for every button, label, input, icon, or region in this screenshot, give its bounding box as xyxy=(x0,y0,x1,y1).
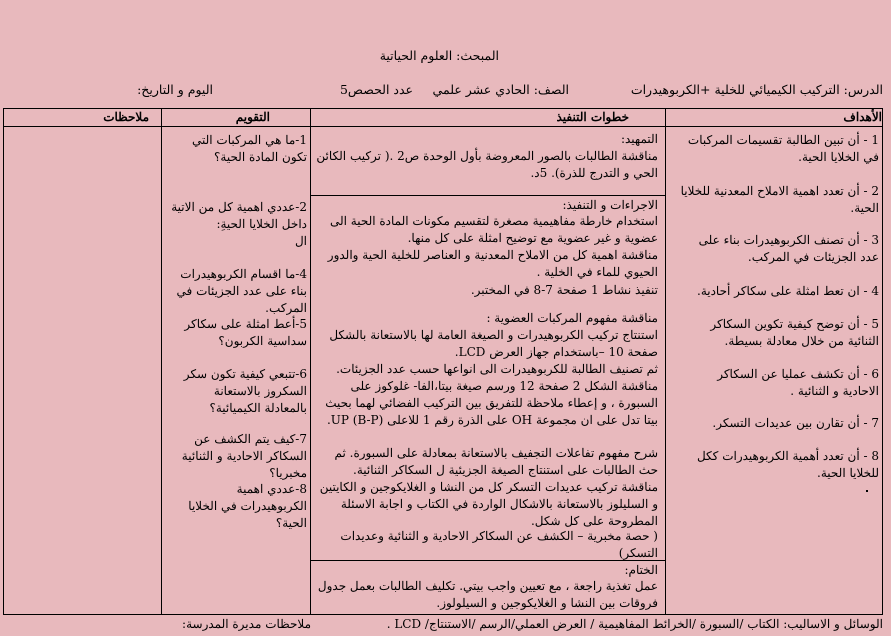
evaluation-question: 1-ما هي المركبات التي تكون المادة الحية؟ xyxy=(191,133,307,164)
lesson-title: الدرس: التركيب الكيميائي للخلية +الكربوهيدرات xyxy=(630,82,883,97)
procedure-paragraph: مناقشة الشكل 2 صفحة 12 ورسم صيغة بيتا،الفا- غلوكوز على السبورة ، و إعطاء ملاحظة للتفريق بين التركيب الفضائي لهما بحيث بيتا تدل على ان مجموعة OH على الذرة رقم 1 للاعلى UP (B-P). xyxy=(325,379,658,427)
intro-text: مناقشة الطالبات بالصور المعروضة بأول الوحدة ص2 .( تركيب الكائن الحي و التدرج للذرة). 5د. xyxy=(316,149,658,180)
procedure-paragraph: مناقشة مفهوم المركبات العضوية : xyxy=(486,311,658,325)
objective-item: 5 - أن توضح كيفية تكوين السكاكر الثنائية من خلال معادلة بسيطة. xyxy=(710,317,879,348)
procedure-paragraph: مناقشة تركيب عديدات التسكر كل من النشا و الغلايكوجين و الكايتين و السليلوز بالاستعانة بالاشكال الواردة في الكتاب و اجابة الاسئلة المطروحة على كل شكل. xyxy=(319,480,658,528)
objective-item: 4 - ان تعط امثلة على سكاكر أحادية. xyxy=(697,284,879,298)
table-border-top xyxy=(3,108,883,109)
header-steps: خطوات التنفيذ xyxy=(556,110,629,124)
table-header-divider xyxy=(3,126,883,127)
objective-item: 2 - أن تعدد اهمية الاملاح المعدنية للخلايا الحية. xyxy=(680,184,879,215)
column-divider-evaluation xyxy=(310,108,311,615)
subject-line: المبحث: العلوم الحياتية xyxy=(379,48,499,63)
closing-title: الختام: xyxy=(624,563,658,577)
column-divider-steps xyxy=(665,108,666,615)
stray-dot xyxy=(866,490,868,492)
procedures-title: الاجراءات و التنفيذ: xyxy=(562,198,658,212)
intro-title: التمهيد: xyxy=(620,132,658,146)
procedure-paragraph: استخدام خارطة مفاهيمية مصغرة لتقسيم مكونات المادة الحية الى عضوية و غير عضوية مع توضيح امثلة على كل منها. xyxy=(329,214,658,245)
periods-count: عدد الحصص5 xyxy=(339,82,413,97)
header-notes: ملاحظات xyxy=(103,110,149,124)
director-notes-label: ملاحظات مديرة المدرسة: xyxy=(182,617,311,631)
evaluation-question: ال xyxy=(294,234,307,248)
evaluation-question: 4-ما اقسام الكربوهيدرات بناء على عدد الجزيئات في المركب. xyxy=(176,267,307,315)
date-label: اليوم و التاريخ: xyxy=(137,82,213,97)
objective-item: 8 - أن تعدد أهمية الكربوهيدرات ككل للخلايا الحية. xyxy=(696,449,879,480)
column-divider-notes xyxy=(161,108,162,615)
table-border-right xyxy=(882,108,883,615)
table-border-left xyxy=(3,108,4,615)
objective-item: 3 - أن تصنف الكربوهيدرات بناء على عدد الجزيئات في المركب. xyxy=(698,233,879,264)
objective-item: 6 - أن تكشف عمليا عن السكاكر الاحادية و الثنائية . xyxy=(717,367,879,398)
objective-item: 1 - أن تبين الطالبة تقسيمات المركبات في الخلايا الحية. xyxy=(687,133,879,164)
evaluation-question: 8-عددي اهمية الكربوهيدرات في الخلايا الحية؟ xyxy=(188,482,307,530)
header-objectives: الأهداف xyxy=(843,110,882,124)
methods-line: الوسائل و الاساليب: الكتاب /السبورة /الخرائط المفاهيمية / العرض العملي/الرسم /الاستنتاج/ LCD . xyxy=(386,617,883,631)
procedure-paragraph: ( حصة مخبرية – الكشف عن السكاكر الاحادية و الثنائية وعديدات التسكر) xyxy=(340,529,658,560)
evaluation-question: 5-أعط امثلة على سكاكر سداسية الكربون؟ xyxy=(184,317,307,348)
objective-item: 7 - أن تقارن بين عديدات التسكر. xyxy=(712,416,879,430)
evaluation-question: 6-تتبعي كيفية تكون سكر السكروز بالاستعانة بالمعادلة الكيميائية؟ xyxy=(183,367,307,415)
evaluation-question: 2-عددي اهمية كل من الاتية داخل الخلايا الحيةِ: xyxy=(171,200,307,231)
procedure-paragraph: ثم تصنيف الطالبة للكربوهيدرات الى انواعها حسب عدد الجزيئات. xyxy=(336,362,658,376)
table-border-bottom xyxy=(3,614,883,615)
closing-text: عمل تغذية راجعة ، مع تعيين واجب بيتي. تكليف الطالبات بعمل جدول فروقات بين النشا و الغلايكوجين و السيلولوز. xyxy=(317,579,658,610)
header-evaluation: التقويم xyxy=(235,110,270,124)
grade-label: الصف: الحادي عشر علمي xyxy=(432,82,569,97)
procedure-paragraph: شرح مفهوم تفاعلات التجفيف بالاستعانة بمعادلة على السبورة. ثم حث الطالبات على استنتاج الصيغة الجزيئية ل السكاكر الثنائية. xyxy=(334,446,658,477)
procedure-paragraph: تنفيذ نشاط 1 صفحة 7-8 في المختبر. xyxy=(470,283,658,297)
steps-divider-intro xyxy=(310,195,665,196)
evaluation-question: 7-كيف يتم الكشف عن السكاكر الاحادية و الثنائية مخبريا؟ xyxy=(181,432,307,480)
procedure-paragraph: استنتاج تركيب الكربوهيدرات و الصيغة العامة لها بالاستعانة بالشكل صفحة 10 –باستخدام جهاز العرض LCD. xyxy=(329,328,658,359)
procedure-paragraph: مناقشة اهمية كل من الاملاح المعدنية و العناصر للخلية الحية والدور الحيوي للماء في الخلية . xyxy=(327,248,658,279)
